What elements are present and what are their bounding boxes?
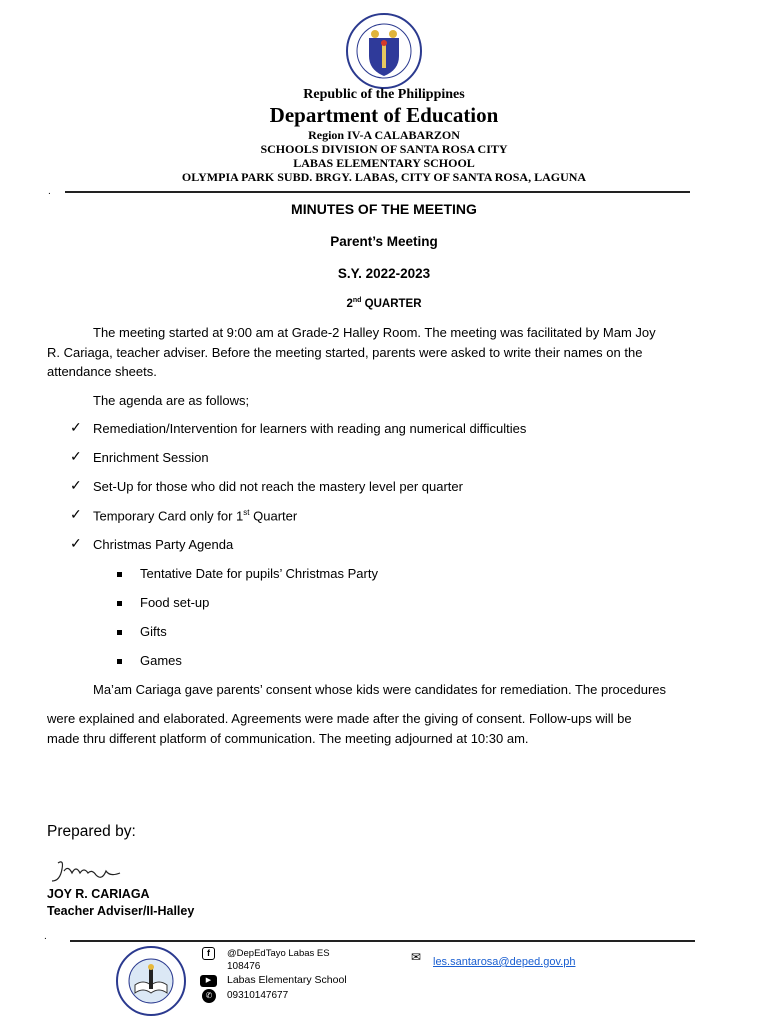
- signatory-position: Teacher Adviser/II-Halley: [47, 904, 195, 918]
- agenda-item: Remediation/Intervention for learners with reading ang numerical difficulties: [93, 421, 527, 436]
- signatory-name: JOY R. CARIAGA: [47, 887, 150, 901]
- paragraph-2-line-3: made thru different platform of communication. The meeting adjourned at 10:30 am.: [47, 731, 529, 746]
- checkmark-icon: ✓: [70, 448, 82, 464]
- meeting-subtitle: Parent’s Meeting: [330, 234, 438, 249]
- facebook-id: 108476: [227, 961, 261, 972]
- bullet-dot: .: [44, 931, 47, 942]
- quarter-label: 2nd QUARTER: [346, 297, 422, 310]
- phone-number: 09310147677: [227, 990, 289, 1001]
- paragraph-1-line-2: R. Cariaga, teacher adviser. Before the meeting started, parents were asked to write their names on the: [47, 345, 643, 360]
- division-line: SCHOOLS DIVISION OF SANTA ROSA CITY: [260, 142, 508, 156]
- checkmark-icon: ✓: [70, 535, 82, 551]
- paragraph-2-line-2: were explained and elaborated. Agreements were made after the giving of consent. Follow-ups will be: [47, 711, 632, 726]
- checkmark-icon: ✓: [70, 477, 82, 493]
- square-bullet-icon: [117, 601, 122, 606]
- facebook-handle: @DepEdTayo Labas ES: [227, 948, 330, 959]
- deped-seal-logo: [345, 12, 423, 90]
- signature-image: [44, 855, 126, 887]
- square-bullet-icon: [117, 659, 122, 664]
- paragraph-1-line-1: The meeting started at 9:00 am at Grade-2 Halley Room. The meeting was facilitated by Mam Joy: [93, 325, 656, 340]
- party-item: Tentative Date for pupils’ Christmas Party: [140, 566, 378, 581]
- agenda-item: Set-Up for those who did not reach the mastery level per quarter: [93, 479, 463, 494]
- region-line: Region IV-A CALABARZON: [308, 128, 460, 142]
- party-item: Food set-up: [140, 595, 210, 610]
- youtube-icon: ▶: [200, 975, 217, 987]
- facebook-icon: f: [202, 947, 215, 960]
- agenda-intro: The agenda are as follows;: [93, 393, 250, 408]
- party-item: Gifts: [140, 624, 167, 639]
- footer-divider: [70, 940, 695, 942]
- agenda-item: Temporary Card only for 1st Quarter: [93, 508, 298, 524]
- republic-line: Republic of the Philippines: [303, 87, 465, 102]
- email-icon: ✉: [411, 950, 422, 964]
- school-year: S.Y. 2022-2023: [337, 266, 431, 281]
- email-link[interactable]: les.santarosa@deped.gov.ph: [433, 956, 576, 968]
- square-bullet-icon: [117, 572, 122, 577]
- square-bullet-icon: [117, 630, 122, 635]
- header-divider: [65, 191, 690, 193]
- paragraph-1-line-3: attendance sheets.: [47, 364, 157, 379]
- checkmark-icon: ✓: [70, 506, 82, 522]
- department-name: Department of Education: [269, 103, 499, 127]
- paragraph-2-line-1: Ma’am Cariaga gave parents’ consent whose kids were candidates for remediation. The procedures: [93, 682, 667, 697]
- phone-icon: ✆: [202, 989, 216, 1003]
- bullet-dot: .: [48, 186, 51, 197]
- minutes-title: MINUTES OF THE MEETING: [291, 201, 477, 217]
- school-logo: [115, 945, 187, 1017]
- school-line: LABAS ELEMENTARY SCHOOL: [293, 156, 475, 170]
- checkmark-icon: ✓: [70, 419, 82, 435]
- agenda-item: Enrichment Session: [93, 450, 209, 465]
- agenda-item: Christmas Party Agenda: [93, 537, 234, 552]
- address-line: OLYMPIA PARK SUBD. BRGY. LABAS, CITY OF SANTA ROSA, LAGUNA: [181, 170, 587, 184]
- party-item: Games: [140, 653, 182, 668]
- prepared-by-label: Prepared by:: [47, 823, 136, 840]
- youtube-channel: Labas Elementary School: [227, 974, 347, 986]
